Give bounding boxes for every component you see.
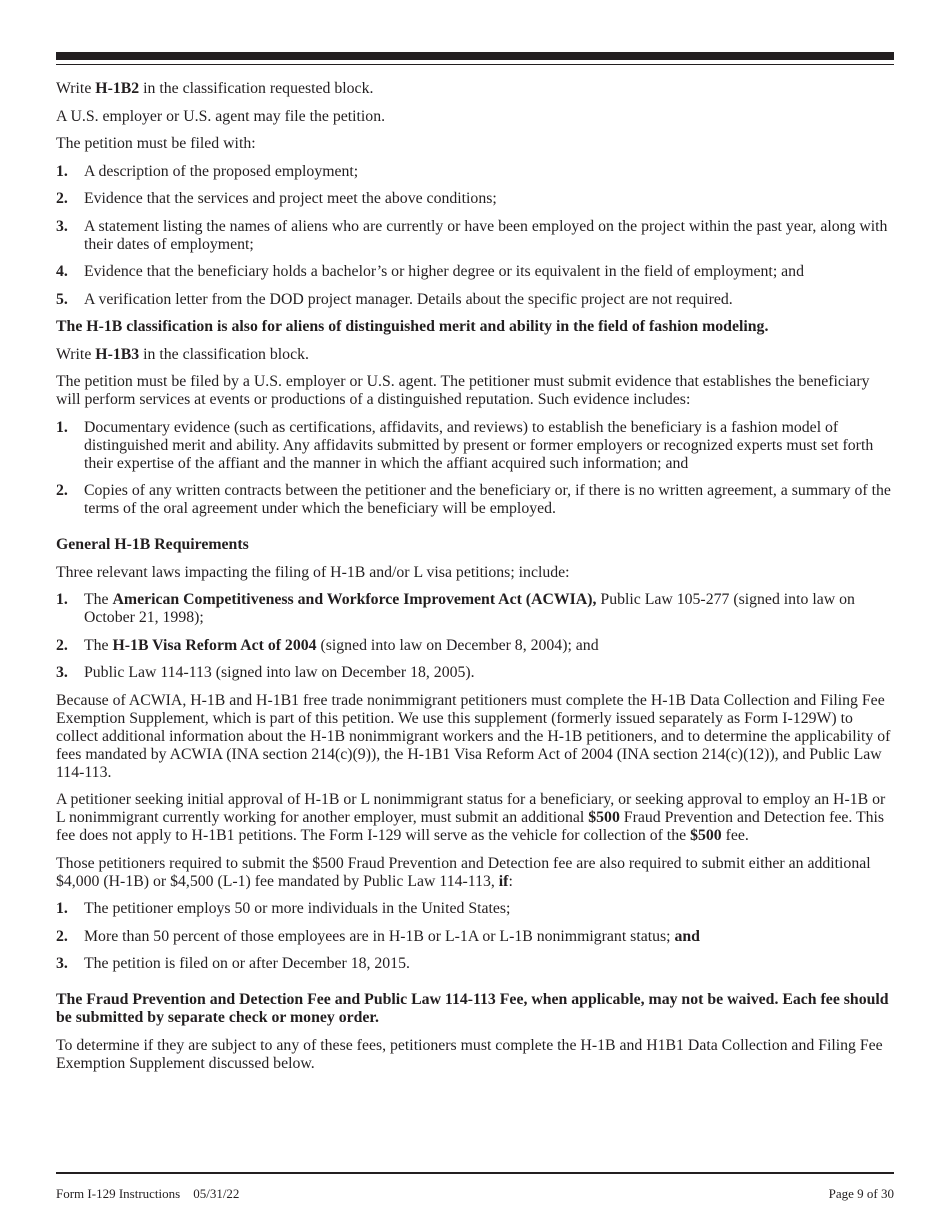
- list-item: 1. The American Competitiveness and Workforce Improvement Act (ACWIA), Public Law 105-277 (signed into law on October 21, 1998);: [56, 591, 855, 626]
- fashion-evidence-list: [56, 419, 896, 519]
- fee-conditions-list: [56, 900, 896, 973]
- general-requirements-heading: General H-1B Requirements: [56, 536, 249, 553]
- list-item: 2. Evidence that the services and project meet the above conditions;: [56, 190, 497, 207]
- write-h1b3-instruction: Write H-1B3 in the classification block.: [56, 345, 309, 363]
- additional-fee-paragraph: Those petitioners required to submit the $500 Fraud Prevention and Detection fee are also required to submit either an additional $4,000 (H-1B) or $4,500 (L-1) fee mandated by Public Law 114-113, if:: [56, 854, 871, 890]
- header-rule-thin: [56, 64, 894, 65]
- list-item: 3. The petition is filed on or after December 18, 2015.: [56, 955, 410, 972]
- list-item: 1. Documentary evidence (such as certifications, affidavits, and reviews) to establish the beneficiary is a fashion model of distinguished merit and ability. Any affidavits submitted by present or former employers or recognized experts must set forth their expertise of the affiant and the manner in which the affiant acquired such information; and: [56, 418, 874, 472]
- list-item: 1. A description of the proposed employment;: [56, 162, 359, 180]
- header-rule-thick: [56, 52, 894, 60]
- list-item: 3. Public Law 114-113 (signed into law on December 18, 2005).: [56, 664, 475, 681]
- list-item: 2. More than 50 percent of those employees are in H-1B or L-1A or L-1B nonimmigrant status; and: [56, 927, 700, 945]
- list-item: 2. The H-1B Visa Reform Act of 2004 (signed into law on December 8, 2004); and: [56, 636, 599, 654]
- fee-waiver-notice: The Fraud Prevention and Detection Fee and Public Law 114-113 Fee, when applicable, may not be waived. Each fee should be submitted by separate check or money order.: [56, 991, 889, 1026]
- list-item: 4. Evidence that the beneficiary holds a bachelor’s or higher degree or its equivalent in the field of employment; and: [56, 263, 804, 280]
- laws-list: [56, 591, 896, 682]
- fraud-fee-paragraph: A petitioner seeking initial approval of H-1B or L nonimmigrant status for a beneficiary, or seeking approval to employ an H-1B or L nonimmigrant currently working for another employer, must submit an additional $500 Fraud Prevention and Detection fee. This fee does not apply to H-1B1 petitions. The Form I-129 will serve as the vehicle for collection of the $500 fee.: [56, 791, 886, 844]
- filed-with-intro: The petition must be filed with:: [56, 135, 256, 152]
- classification-code-h1b2: H-1B2: [95, 80, 140, 97]
- fashion-paragraph: The petition must be filed by a U.S. employer or U.S. agent. The petitioner must submit evidence that establishes the beneficiary will perform services at events or productions of a distinguished reputation. Such evidence includes:: [56, 373, 870, 408]
- list-item: 1. The petitioner employs 50 or more individuals in the United States;: [56, 900, 511, 917]
- footer-rule: [56, 1172, 894, 1174]
- closing-paragraph: To determine if they are subject to any of these fees, petitioners must complete the H-1B and H1B1 Data Collection and Filing Fee Exemption Supplement discussed below.: [56, 1036, 883, 1072]
- fashion-heading: The H-1B classification is also for aliens of distinguished merit and ability in the field of fashion modeling.: [56, 318, 769, 335]
- form-edition-footer: Form I-129 Instructions 05/31/22: [56, 1186, 240, 1201]
- who-may-file: A U.S. employer or U.S. agent may file the petition.: [56, 107, 386, 125]
- document-body: [56, 80, 896, 1082]
- classification-code-h1b3: H-1B3: [95, 345, 140, 363]
- write-h1b2-instruction: Write H-1B2 in the classification requested block.: [56, 80, 374, 97]
- laws-intro: Three relevant laws impacting the filing of H-1B and/or L visa petitions; include:: [56, 563, 570, 581]
- list-item: 2. Copies of any written contracts between the petitioner and the beneficiary or, if there is no written agreement, a summary of the terms of the oral agreement under which the beneficiary will be employed.: [56, 482, 891, 517]
- acwia-paragraph: Because of ACWIA, H-1B and H-1B1 free trade nonimmigrant petitioners must complete the H-1B Data Collection and Filing Fee Exemption Supplement, which is part of this petition. We use this supplement (formerly issued separately as Form I-129W) to collect additional information about the H-1B nonimmigrant workers and the H-1B petitioners, and to determine the applicability of fees mandated by ACWIA (INA section 214(c)(9)), the H-1B1 Visa Reform Act of 2004 (INA section 214(c)(12)), and Public Law 114-113.: [56, 691, 891, 781]
- list-item: 3. A statement listing the names of aliens who are currently or have been employed on the project within the past year, along with their dates of employment;: [56, 217, 888, 253]
- dod-requirements-list: [56, 163, 896, 309]
- list-item: 5. A verification letter from the DOD project manager. Details about the specific project are not required.: [56, 290, 733, 308]
- page-number: Page 9 of 30: [828, 1186, 894, 1201]
